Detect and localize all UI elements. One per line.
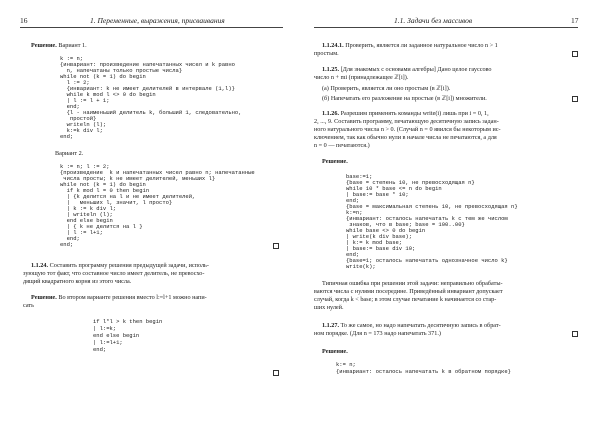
solution-text: Решение. Во втором варианте решения вместо l:=l+1 можно напи- bbox=[31, 294, 207, 301]
header-rule bbox=[314, 27, 578, 28]
solution-heading: Решение. bbox=[322, 348, 348, 355]
problem-text: число n + mi (принадлежащее ℤ[i]). bbox=[314, 74, 409, 81]
code-line: {base = степень 10, не превосходящая n} bbox=[346, 179, 475, 186]
end-of-proof-mark bbox=[572, 96, 578, 102]
code-line: {произведение k и напечатанных чисел равно n; напечатанные bbox=[60, 169, 255, 176]
problem-text: 1.1.24. Составить программу решения предыдущей задачи, исполь- bbox=[31, 262, 209, 269]
code-line: | k := k div l; bbox=[60, 205, 117, 212]
code-line: k:= n; bbox=[336, 361, 356, 368]
code-line: while 10 * base <= n do begin bbox=[346, 185, 442, 192]
code-line: | l := l + 1; bbox=[60, 97, 110, 104]
problem-text: дящий квадратного корня из этого числа. bbox=[23, 278, 132, 285]
code-line: {инвариант: осталось напечатать k с тем же числом bbox=[346, 215, 508, 222]
end-of-proof-mark bbox=[273, 370, 279, 376]
code-line: {l - наименьший делитель k, больший 1, следовательно, bbox=[60, 109, 242, 116]
header-rule bbox=[20, 27, 283, 28]
code-line: end else begin bbox=[93, 332, 140, 339]
running-head: 1. Переменные, выражения, присваивания bbox=[90, 16, 225, 25]
code-line: числа просты; k не имеет делителей, меньших l} bbox=[60, 175, 216, 182]
code-line: {base = максимальная степень 10, не превосходящая n} bbox=[346, 203, 518, 210]
solution-heading: Решение. Вариант 1. bbox=[31, 42, 87, 49]
code-line: end; bbox=[346, 197, 360, 204]
end-of-proof-mark bbox=[572, 331, 578, 337]
problem-text: 2, ..., 9. Составить программу, печатающую десятичную запись задан- bbox=[314, 118, 499, 125]
problem-text: ного натурального числа n > 0. (Случай n = 0 явился бы некоторым ис- bbox=[314, 126, 501, 133]
code-line: l := 2; bbox=[60, 79, 90, 86]
problem-text: 1.1.25. [Для знакомых с основами алгебры] Дано целое гауссово bbox=[322, 66, 492, 73]
code-line: | l:=k; bbox=[93, 325, 117, 332]
code-line: | {k делится на l и не имеет делителей, bbox=[60, 193, 196, 200]
code-line: k:=k div l; bbox=[60, 127, 103, 134]
code-line: if l*l > k then begin bbox=[93, 318, 163, 325]
page-number: 17 bbox=[571, 16, 579, 25]
code-line: end; bbox=[60, 235, 80, 242]
code-line: k := n; bbox=[60, 55, 84, 62]
running-head: 1.1. Задачи без массивов bbox=[394, 16, 473, 25]
code-line: end; bbox=[346, 251, 360, 258]
code-line: | k:= k mod base; bbox=[346, 239, 403, 246]
code-line: end; bbox=[60, 103, 80, 110]
code-line: k:=n; bbox=[346, 209, 363, 216]
problem-text: 1.1.24.1. Проверить, является ли заданное натуральное число n > 1 bbox=[322, 42, 498, 49]
code-line: знаков, что в base; base = 100..00} bbox=[346, 221, 465, 228]
problem-text: 1.1.27. То же самое, но надо напечатать десятичную запись в обрат- bbox=[322, 322, 501, 329]
body-text: Типичная ошибка при решении этой задачи: неправильно обрабаты- bbox=[322, 280, 503, 287]
body-text: ваются числа с нулями посередине. Приведённый инвариант допускает bbox=[314, 288, 503, 295]
problem-text: 1.1.26. Разрешим применять команды write(i) лишь при i = 0, 1, bbox=[322, 110, 489, 117]
body-text: случай, когда k < base; в этом случае печатание k начинается со стар- bbox=[314, 296, 497, 303]
variant-label: Вариант 2. bbox=[55, 150, 84, 157]
solution-text: сать bbox=[23, 302, 34, 309]
problem-text: ключением, так как обычно нули в начале числа не печатаются, а для bbox=[314, 134, 497, 141]
end-of-proof-mark bbox=[273, 243, 279, 249]
code-line: {base=1; осталось напечатать однозначное число k} bbox=[346, 257, 508, 264]
solution-heading: Решение. bbox=[322, 158, 348, 165]
code-line: k := n; l := 2; bbox=[60, 163, 110, 170]
problem-text: простым. bbox=[314, 50, 339, 57]
code-line: | write(k div base); bbox=[346, 233, 413, 240]
code-line: | l:=l+1; bbox=[93, 339, 123, 346]
code-line: n, напечатаны только простые числа} bbox=[60, 67, 183, 74]
code-line: | base:= base div 10; bbox=[346, 245, 416, 252]
code-line: while k mod l <> 0 do begin bbox=[60, 91, 156, 98]
code-line: {инвариант: произведение напечатанных чисел и k равно bbox=[60, 61, 235, 68]
code-line: {инвариант: осталось напечатать k в обратном порядке} bbox=[336, 368, 511, 375]
code-line: while base <> 0 do begin bbox=[346, 227, 426, 234]
body-text: ших нулей. bbox=[314, 304, 344, 311]
code-line: | { k не делится на l } bbox=[60, 223, 143, 230]
code-line: while not (k = 1) do begin bbox=[60, 73, 146, 80]
code-line: | writeln (l); bbox=[60, 211, 113, 218]
problem-item: (а) Проверить, является ли оно простым (в ℤ[i]). bbox=[322, 85, 451, 92]
problem-item: (б) Напечатать его разложение на простые (в ℤ[i]) множители. bbox=[322, 95, 487, 102]
code-line: простой} bbox=[60, 115, 97, 122]
code-line: | l := l+1; bbox=[60, 229, 103, 236]
page-number: 16 bbox=[20, 16, 28, 25]
problem-text: зующую тот факт, что составное число имеет делитель, не превосхо- bbox=[23, 270, 205, 277]
end-of-proof-mark bbox=[572, 51, 578, 57]
code-line: writeln (l); bbox=[60, 121, 107, 128]
code-line: write(k); bbox=[346, 263, 376, 270]
code-line: | меньших l, значит, l просто} bbox=[60, 199, 173, 206]
code-line: base:=1; bbox=[346, 173, 373, 180]
code-line: end; bbox=[60, 133, 74, 140]
code-line: end; bbox=[60, 241, 74, 248]
code-line: {инвариант: k не имеет делителей в интервале (1,l)} bbox=[60, 85, 235, 92]
problem-text: n = 0 — печатаются.) bbox=[314, 142, 370, 149]
code-line: while not (k = 1) do begin bbox=[60, 181, 146, 188]
code-line: if k mod l = 0 then begin bbox=[60, 187, 150, 194]
code-line: | base:= base * 10; bbox=[346, 191, 409, 198]
right-page bbox=[300, 0, 600, 424]
code-line: end else begin bbox=[60, 217, 113, 224]
problem-text: ном порядке. (Для n = 173 надо напечатать 371.) bbox=[314, 330, 441, 337]
code-line: end; bbox=[93, 346, 107, 353]
